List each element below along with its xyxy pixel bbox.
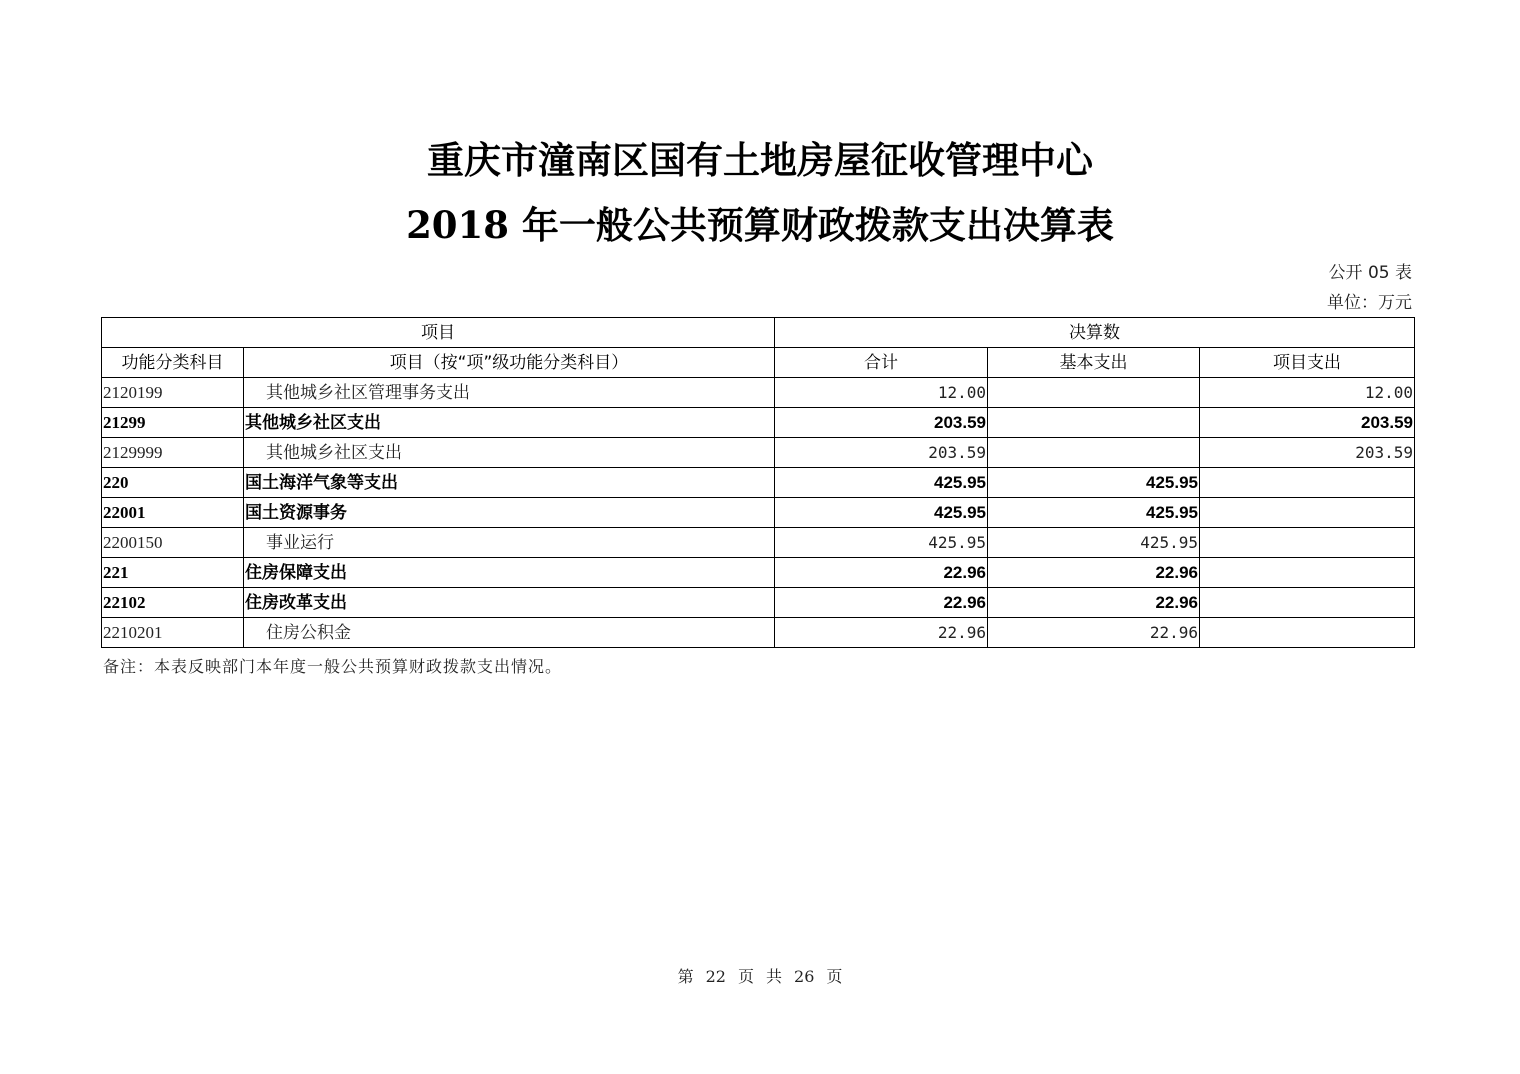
row-basic: 22.96 [988,558,1200,588]
row-code: 220 [102,468,244,498]
row-basic: 22.96 [988,588,1200,618]
row-name: 其他城乡社区管理事务支出 [244,378,775,408]
footer-suffix: 页 [826,967,843,986]
row-project: 203.59 [1200,408,1415,438]
row-code: 221 [102,558,244,588]
row-code: 2200150 [102,528,244,558]
header-group-row [102,318,1415,348]
row-project [1200,588,1415,618]
row-project [1200,558,1415,588]
row-basic: 425.95 [988,498,1200,528]
row-name: 住房公积金 [244,618,775,648]
row-name: 其他城乡社区支出 [244,438,775,468]
document-subtitle: 2018 年一般公共预算财政拨款支出决算表 [406,203,1114,247]
unit-label: 单位：万元 [1327,293,1412,313]
header-name: 项目（按“项”级功能分类科目） [244,348,775,378]
table-note: 备注：本表反映部门本年度一般公共预算财政拨款支出情况。 [103,657,563,676]
table-row [102,558,1415,588]
row-total: 22.96 [775,588,988,618]
table-row [102,588,1415,618]
row-total: 425.95 [775,528,988,558]
table-row [102,498,1415,528]
row-code: 22102 [102,588,244,618]
header-code: 功能分类科目 [102,348,244,378]
footer-page-number: 22 [705,967,726,986]
header-basic: 基本支出 [988,348,1200,378]
row-total: 203.59 [775,408,988,438]
footer-total-pages: 26 [794,967,815,986]
row-code: 21299 [102,408,244,438]
row-code: 2210201 [102,618,244,648]
row-project [1200,618,1415,648]
header-amount-group: 决算数 [775,318,1415,348]
header-project-group: 项目 [102,318,775,348]
footer-prefix: 第 [677,967,694,986]
row-project: 203.59 [1200,438,1415,468]
row-name: 国土资源事务 [244,498,775,528]
row-code: 2129999 [102,438,244,468]
row-total: 203.59 [775,438,988,468]
header-column-row [102,348,1415,378]
table-row [102,528,1415,558]
footer-page-word: 页 [737,967,754,986]
document-title: 重庆市潼南区国有土地房屋征收管理中心 [427,138,1093,182]
table-row [102,378,1415,408]
footer-total-word: 共 [766,967,783,986]
row-total: 425.95 [775,468,988,498]
table-row [102,408,1415,438]
header-total: 合计 [775,348,988,378]
row-basic [988,438,1200,468]
header-project: 项目支出 [1200,348,1415,378]
row-total: 12.00 [775,378,988,408]
row-basic [988,378,1200,408]
row-name: 其他城乡社区支出 [244,408,775,438]
expenditure-table [101,317,1415,648]
row-basic [988,408,1200,438]
row-project [1200,468,1415,498]
row-total: 22.96 [775,558,988,588]
row-basic: 425.95 [988,528,1200,558]
row-total: 22.96 [775,618,988,648]
row-name: 住房改革支出 [244,588,775,618]
row-name: 事业运行 [244,528,775,558]
table-row [102,438,1415,468]
row-code: 2120199 [102,378,244,408]
table-row [102,468,1415,498]
row-name: 国土海洋气象等支出 [244,468,775,498]
row-project [1200,528,1415,558]
row-total: 425.95 [775,498,988,528]
row-name: 住房保障支出 [244,558,775,588]
row-project [1200,498,1415,528]
row-basic: 22.96 [988,618,1200,648]
row-code: 22001 [102,498,244,528]
table-row [102,618,1415,648]
table-id-label: 公开 05 表 [1328,263,1412,283]
row-project: 12.00 [1200,378,1415,408]
page-footer [0,967,1520,987]
row-basic: 425.95 [988,468,1200,498]
